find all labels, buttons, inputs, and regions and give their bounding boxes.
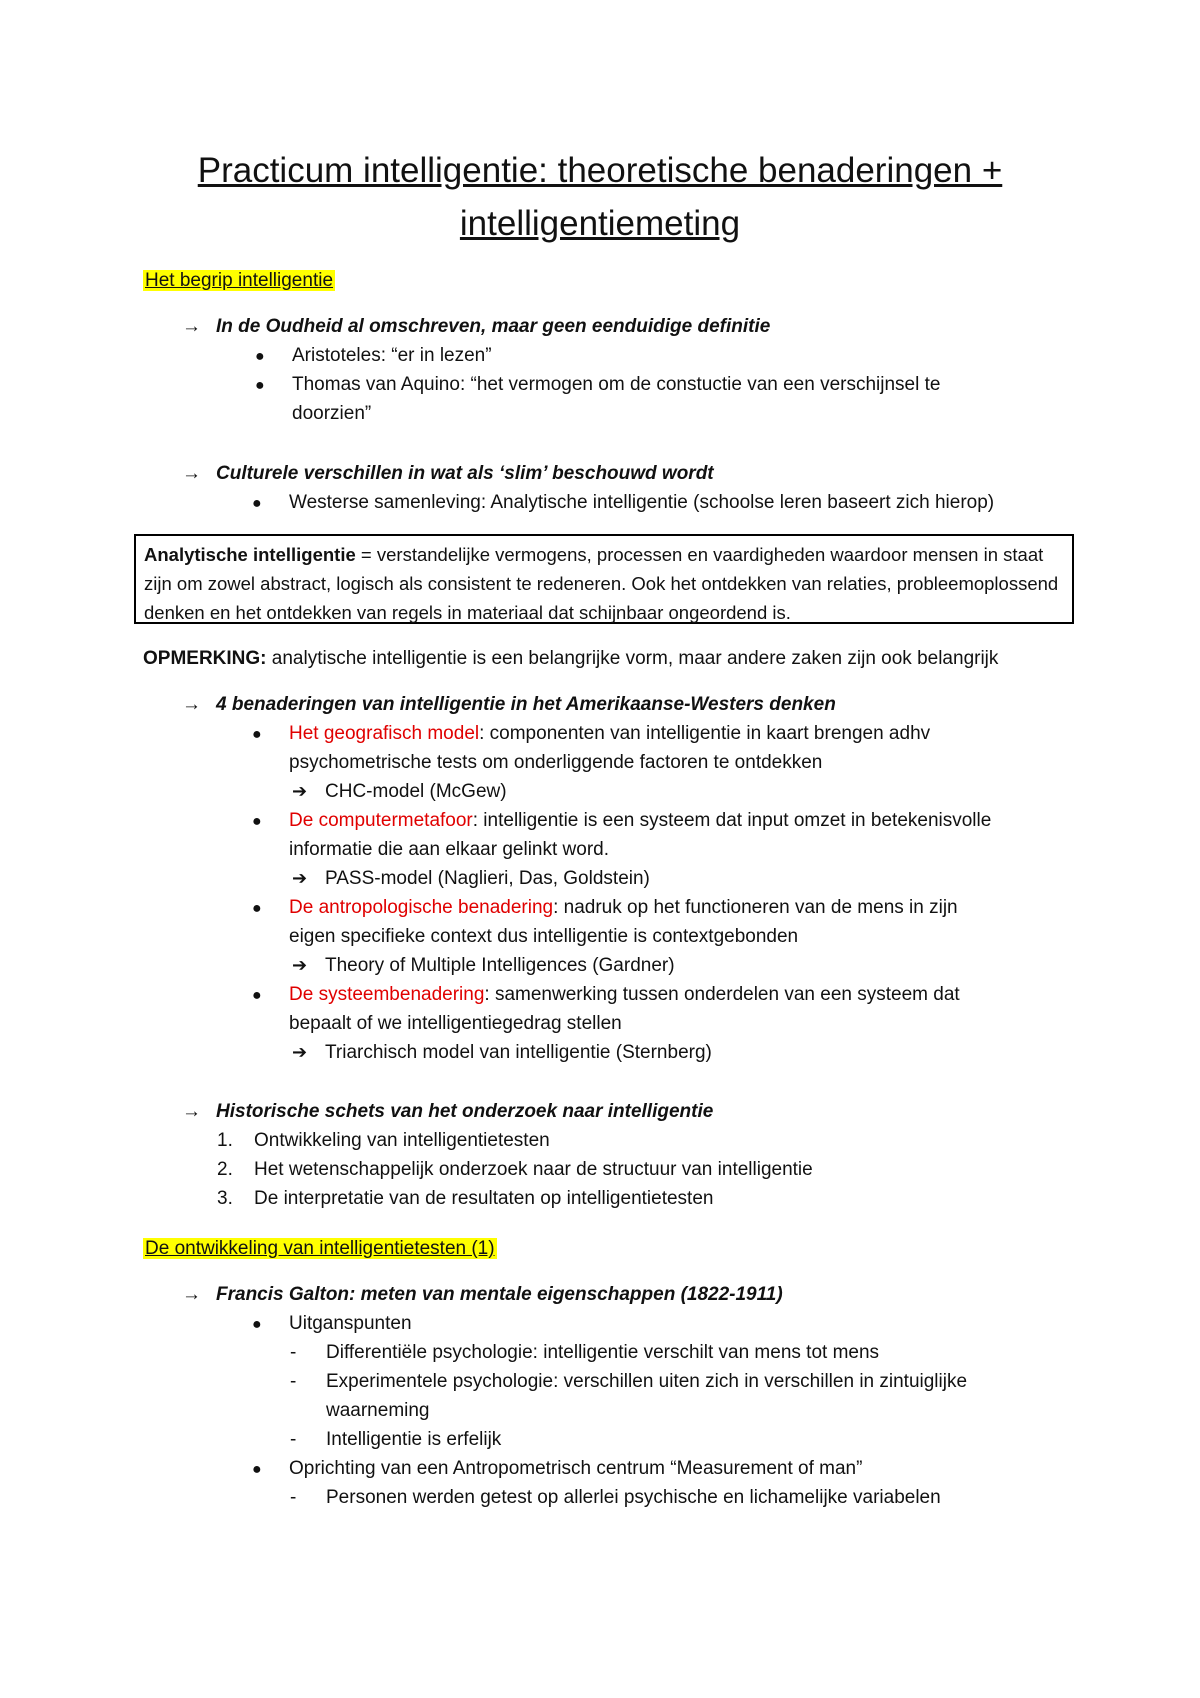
approach-continuation: psychometrische tests om onderliggende factoren te ontdekken	[289, 752, 823, 773]
approach-continuation: eigen specifieke context dus intelligentie is contextgebonden	[289, 926, 799, 947]
bullet-icon: ●	[252, 1316, 262, 1333]
approach-model: ➔ PASS-model (Naglieri, Das, Goldstein)	[292, 868, 650, 889]
section-heading-ontwikkeling: De ontwikkeling van intelligentietesten (1)	[145, 1238, 495, 1259]
approach-model: ➔ Triarchisch model van intelligentie (Sternberg)	[292, 1042, 712, 1063]
arrow-icon: →	[182, 694, 201, 715]
arrow-item-galton: → Francis Galton: meten van mentale eigenschappen (1822-1911)	[182, 1284, 783, 1305]
arrow-icon: →	[182, 463, 201, 484]
dash-item: - Experimentele psychologie: verschillen uiten zich in verschillen in zintuiglijke	[290, 1371, 968, 1392]
bullet-item: ● Aristoteles: “er in lezen”	[255, 345, 492, 366]
dash-item: - Intelligentie is erfelijk	[290, 1429, 502, 1450]
numbered-item: 1. Ontwikkeling van intelligentietesten	[217, 1130, 550, 1151]
arrow-icon: →	[182, 316, 201, 337]
approach-model: ➔ Theory of Multiple Intelligences (Gardner)	[292, 955, 675, 976]
approach-continuation: bepaalt of we intelligentiegedrag stellen	[289, 1013, 622, 1034]
page-title-line-1: Practicum intelligentie: theoretische benaderingen +	[197, 151, 1003, 190]
numbered-item: 3. De interpretatie van de resultaten op intelligentietesten	[217, 1188, 714, 1209]
arrow-item-oudheid: → In de Oudheid al omschreven, maar geen eenduidige definitie	[182, 316, 771, 337]
bullet-icon: ●	[252, 1461, 262, 1478]
definition-term: Analytische intelligentie	[144, 544, 356, 565]
approach-item: ● Het geografisch model: componenten van intelligentie in kaart brengen adhv	[252, 723, 931, 744]
section-heading-begrip: Het begrip intelligentie	[145, 270, 334, 291]
bullet-icon: ●	[252, 900, 262, 917]
bullet-item: ● Thomas van Aquino: “het vermogen om de constuctie van een verschijnsel te	[255, 374, 941, 395]
definition-box	[134, 534, 1074, 624]
arrow-icon: →	[182, 1284, 201, 1305]
note-opmerking: OPMERKING: analytische intelligentie is een belangrijke vorm, maar andere zaken zijn ook belangrijk	[143, 648, 999, 669]
bullet-icon: ●	[252, 495, 262, 512]
numbered-item: 2. Het wetenschappelijk onderzoek naar de structuur van intelligentie	[217, 1159, 813, 1180]
bullet-icon: ●	[252, 813, 262, 830]
approach-item: ● De systeembenadering: samenwerking tussen onderdelen van een systeem dat	[252, 984, 960, 1005]
bullet-item: ● Westerse samenleving: Analytische intelligentie (schoolse leren baseert zich hierop)	[252, 492, 995, 513]
approach-continuation: informatie die aan elkaar gelinkt word.	[289, 839, 610, 860]
page-title-line-2: intelligentiemeting	[459, 204, 741, 243]
arrow-right-icon: ➔	[292, 868, 308, 888]
dash-item-continuation: waarneming	[326, 1400, 430, 1421]
arrow-icon: →	[182, 1101, 201, 1122]
bullet-item-continuation: doorzien”	[292, 403, 372, 424]
definition-text: = verstandelijke vermogens, processen en vaardigheden waardoor mensen in staat zijn om zowel abstract, logisch als consistent te redeneren. Ook het ontdekken van relaties, probleemoplossend denken en het ontdekken van regels in materiaal dat schijnbaar ongeordend is.	[144, 544, 1059, 623]
bullet-item: ● Uitganspunten	[252, 1313, 412, 1334]
arrow-right-icon: ➔	[292, 1042, 308, 1062]
bullet-icon: ●	[255, 348, 265, 365]
arrow-right-icon: ➔	[292, 955, 308, 975]
arrow-right-icon: ➔	[292, 781, 308, 801]
approach-item: ● De antropologische benadering: nadruk op het functioneren van de mens in zijn	[252, 897, 958, 918]
arrow-item-historische: → Historische schets van het onderzoek naar intelligentie	[182, 1101, 714, 1122]
dash-item: - Personen werden getest op allerlei psychische en lichamelijke variabelen	[290, 1487, 941, 1508]
bullet-item: ● Oprichting van een Antropometrisch centrum “Measurement of man”	[252, 1458, 863, 1479]
bullet-icon: ●	[252, 726, 262, 743]
approach-model: ➔ CHC-model (McGew)	[292, 781, 507, 802]
dash-item: - Differentiële psychologie: intelligentie verschilt van mens tot mens	[290, 1342, 880, 1363]
bullet-icon: ●	[252, 987, 262, 1004]
arrow-item-culturele: → Culturele verschillen in wat als ‘slim’ beschouwd wordt	[182, 463, 714, 484]
approach-item: ● De computermetafoor: intelligentie is een systeem dat input omzet in betekenisvolle	[252, 810, 992, 831]
bullet-icon: ●	[255, 377, 265, 394]
arrow-item-benaderingen: → 4 benaderingen van intelligentie in het Amerikaanse-Westers denken	[182, 694, 836, 715]
